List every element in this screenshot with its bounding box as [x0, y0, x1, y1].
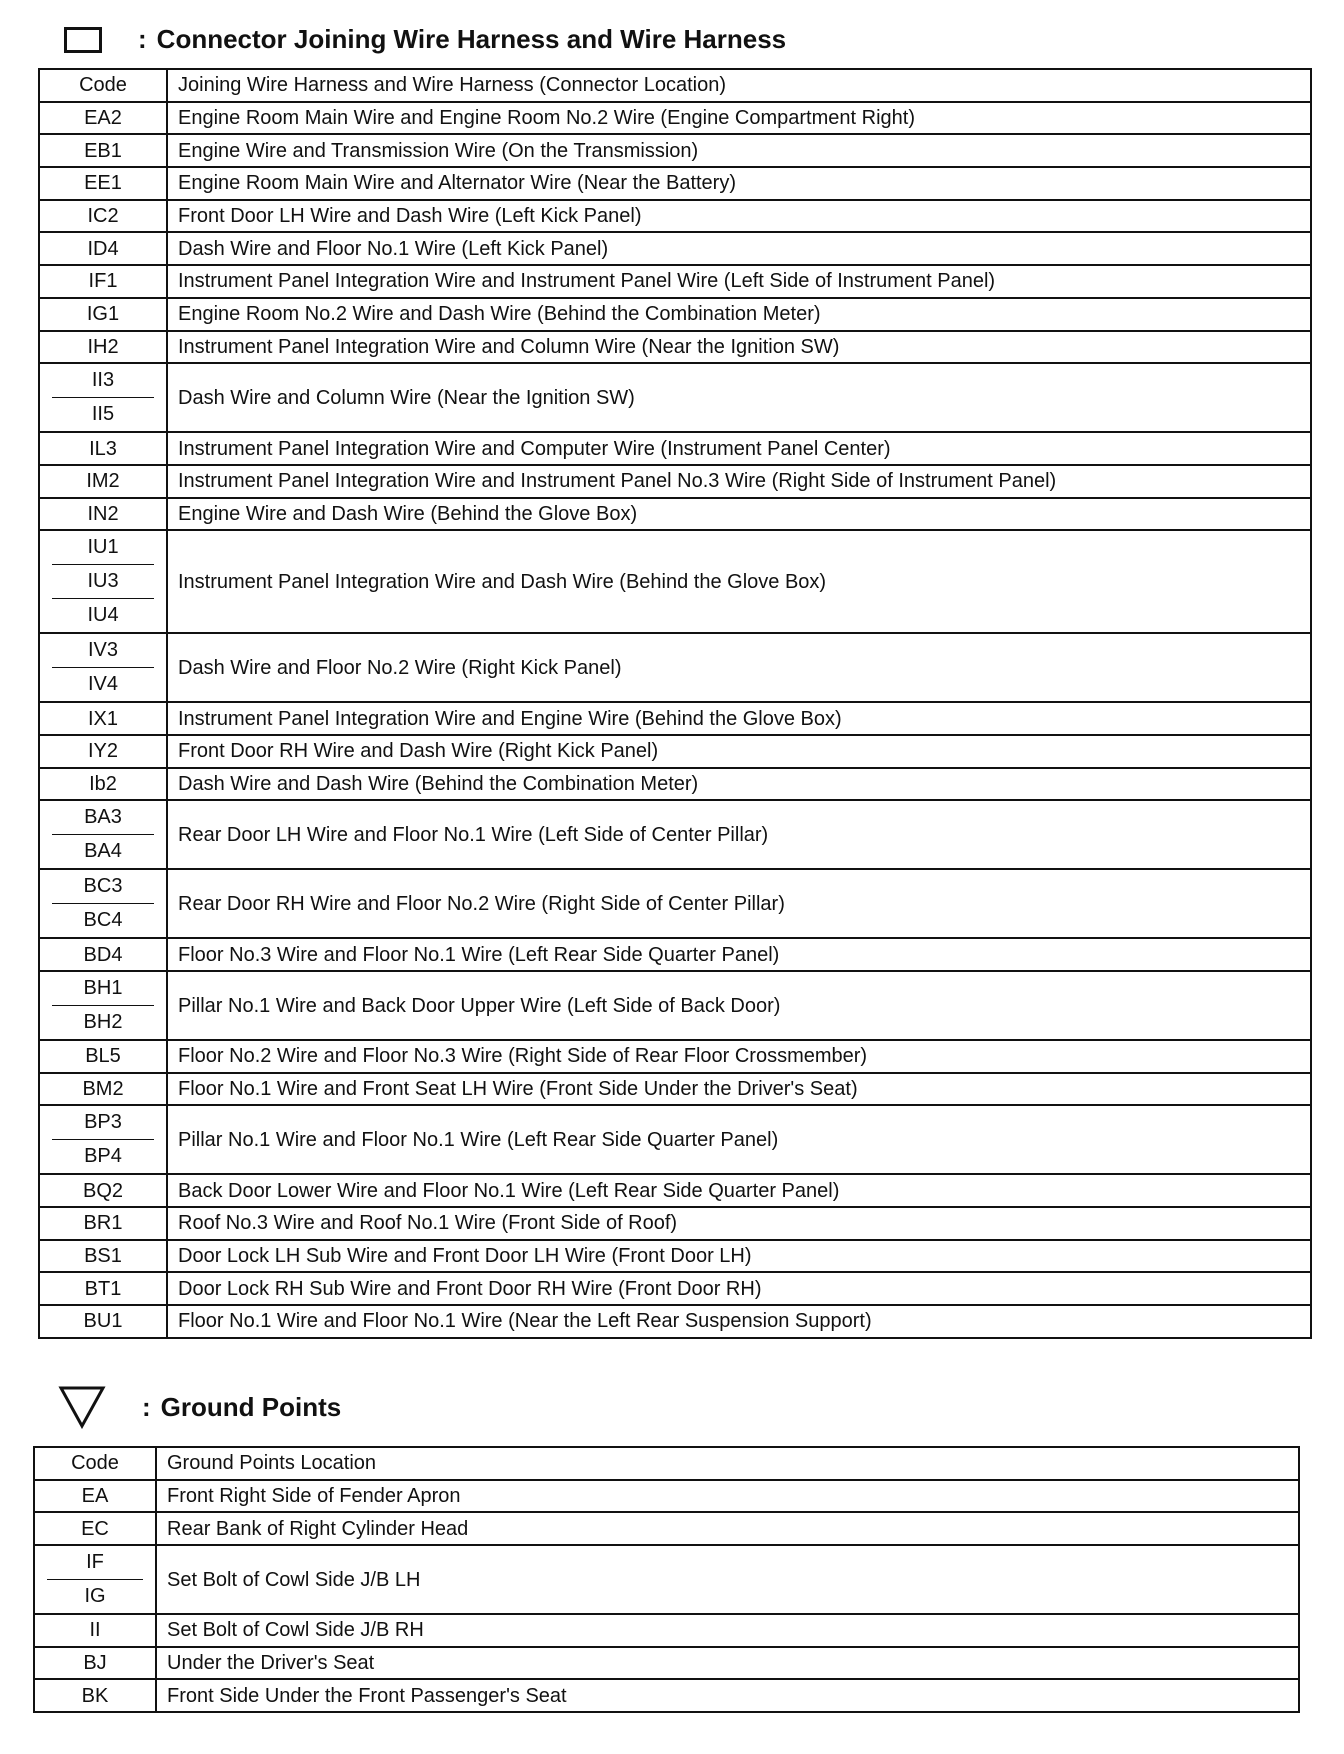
- table-row: [39, 971, 1311, 1040]
- code-cell: [39, 800, 167, 869]
- ground-points-table: [33, 1446, 1300, 1713]
- code-label: BC4: [52, 903, 154, 937]
- code-cell: [39, 971, 167, 1040]
- location-cell: Instrument Panel Integration Wire and Column Wire (Near the Ignition SW): [167, 331, 1311, 364]
- table-row: [39, 735, 1311, 768]
- table-row: [39, 1240, 1311, 1273]
- location-cell: Instrument Panel Integration Wire and Instrument Panel Wire (Left Side of Instrument Panel): [167, 265, 1311, 298]
- code-cell: [39, 1105, 167, 1174]
- table-row: [34, 1545, 1299, 1614]
- ground-heading-colon: :: [142, 1391, 151, 1422]
- location-cell: Front Door RH Wire and Dash Wire (Right Kick Panel): [167, 735, 1311, 768]
- code-column-header: Code: [39, 69, 167, 102]
- code-label: BP3: [84, 1111, 122, 1134]
- code-cell: IG1: [39, 298, 167, 331]
- code-cell: Ib2: [39, 768, 167, 801]
- table-row: [39, 363, 1311, 432]
- location-cell: Dash Wire and Dash Wire (Behind the Combination Meter): [167, 768, 1311, 801]
- location-cell: Back Door Lower Wire and Floor No.1 Wire (Left Rear Side Quarter Panel): [167, 1174, 1311, 1207]
- code-cell: [39, 363, 167, 432]
- code-stack: [52, 634, 154, 701]
- table-row: [39, 331, 1311, 364]
- location-cell: Door Lock RH Sub Wire and Front Door RH Wire (Front Door RH): [167, 1272, 1311, 1305]
- code-cell: BM2: [39, 1073, 167, 1106]
- code-stack: [47, 1546, 143, 1613]
- table-row: [39, 102, 1311, 135]
- location-cell: Front Side Under the Front Passenger's Seat: [156, 1679, 1299, 1712]
- location-cell: Front Right Side of Fender Apron: [156, 1480, 1299, 1513]
- table-header-row: [39, 69, 1311, 102]
- connector-table: [38, 68, 1312, 1339]
- table-row: [39, 1272, 1311, 1305]
- location-cell: Rear Bank of Right Cylinder Head: [156, 1512, 1299, 1545]
- code-label: II3: [91, 369, 115, 392]
- code-stack: [52, 1106, 154, 1173]
- code-stack: [52, 870, 154, 937]
- table-row: [39, 265, 1311, 298]
- code-label: BA3: [84, 806, 122, 829]
- code-label: IF: [86, 1551, 104, 1574]
- table-row: [39, 498, 1311, 531]
- code-cell: IN2: [39, 498, 167, 531]
- code-cell: BJ: [34, 1647, 156, 1680]
- code-cell: BK: [34, 1679, 156, 1712]
- table-row: [39, 938, 1311, 971]
- code-label: BH1: [83, 977, 123, 999]
- location-cell: Dash Wire and Floor No.1 Wire (Left Kick Panel): [167, 232, 1311, 265]
- table-row: [39, 232, 1311, 265]
- table-row: [39, 1207, 1311, 1240]
- table-row: [39, 869, 1311, 938]
- location-cell: Engine Room Main Wire and Alternator Wire (Near the Battery): [167, 167, 1311, 200]
- location-cell: Pillar No.1 Wire and Floor No.1 Wire (Left Rear Side Quarter Panel): [167, 1105, 1311, 1174]
- code-stack: [52, 972, 154, 1039]
- location-cell: Set Bolt of Cowl Side J/B LH: [156, 1545, 1299, 1614]
- code-label: IG: [47, 1579, 143, 1613]
- table-row: [39, 1174, 1311, 1207]
- code-cell: [39, 869, 167, 938]
- code-cell: EE1: [39, 167, 167, 200]
- code-label: IV4: [52, 667, 154, 701]
- location-cell: Rear Door LH Wire and Floor No.1 Wire (Left Side of Center Pillar): [167, 800, 1311, 869]
- location-cell: Engine Wire and Transmission Wire (On the Transmission): [167, 134, 1311, 167]
- location-cell: Floor No.2 Wire and Floor No.3 Wire (Right Side of Rear Floor Crossmember): [167, 1040, 1311, 1073]
- code-label: IU1: [87, 536, 119, 559]
- table-row: [39, 200, 1311, 233]
- table-row: [39, 1105, 1311, 1174]
- table-row: [34, 1512, 1299, 1545]
- table-row: [39, 1040, 1311, 1073]
- table-row: [34, 1647, 1299, 1680]
- table-row: [39, 134, 1311, 167]
- table-row: [39, 768, 1311, 801]
- ground-section-heading: [58, 1385, 341, 1429]
- table-row: [39, 702, 1311, 735]
- code-cell: [34, 1545, 156, 1614]
- location-cell: Under the Driver's Seat: [156, 1647, 1299, 1680]
- code-label: BP4: [52, 1139, 154, 1173]
- location-cell: Floor No.1 Wire and Floor No.1 Wire (Near the Left Rear Suspension Support): [167, 1305, 1311, 1338]
- location-cell: Instrument Panel Integration Wire and Instrument Panel No.3 Wire (Right Side of Instrument Panel): [167, 465, 1311, 498]
- location-cell: Pillar No.1 Wire and Back Door Upper Wire (Left Side of Back Door): [167, 971, 1311, 1040]
- code-cell: BD4: [39, 938, 167, 971]
- code-cell: BQ2: [39, 1174, 167, 1207]
- location-cell: Instrument Panel Integration Wire and Engine Wire (Behind the Glove Box): [167, 702, 1311, 735]
- code-cell: [39, 633, 167, 702]
- code-cell: IY2: [39, 735, 167, 768]
- location-column-header: Ground Points Location: [156, 1447, 1299, 1480]
- code-cell: [39, 530, 167, 633]
- table-row: [34, 1679, 1299, 1712]
- code-cell: EA2: [39, 102, 167, 135]
- location-cell: Dash Wire and Floor No.2 Wire (Right Kick Panel): [167, 633, 1311, 702]
- location-cell: Door Lock LH Sub Wire and Front Door LH Wire (Front Door LH): [167, 1240, 1311, 1273]
- connector-heading-colon: :: [138, 24, 147, 54]
- location-cell: Dash Wire and Column Wire (Near the Ignition SW): [167, 363, 1311, 432]
- code-cell: EB1: [39, 134, 167, 167]
- code-cell: BS1: [39, 1240, 167, 1273]
- table-row: [39, 432, 1311, 465]
- code-cell: IM2: [39, 465, 167, 498]
- code-cell: II: [34, 1614, 156, 1647]
- table-row: [34, 1614, 1299, 1647]
- code-cell: BL5: [39, 1040, 167, 1073]
- code-cell: IH2: [39, 331, 167, 364]
- location-cell: Engine Room No.2 Wire and Dash Wire (Behind the Combination Meter): [167, 298, 1311, 331]
- location-cell: Engine Wire and Dash Wire (Behind the Glove Box): [167, 498, 1311, 531]
- code-cell: IC2: [39, 200, 167, 233]
- code-label: II5: [52, 397, 154, 431]
- ground-triangle-icon: [58, 1385, 106, 1429]
- location-cell: Instrument Panel Integration Wire and Computer Wire (Instrument Panel Center): [167, 432, 1311, 465]
- code-label: IU3: [52, 564, 154, 598]
- connector-section-title: Connector Joining Wire Harness and Wire Harness: [156, 24, 787, 54]
- table-row: [39, 530, 1311, 633]
- table-row: [39, 633, 1311, 702]
- code-stack: [52, 364, 154, 431]
- table-row: [34, 1480, 1299, 1513]
- ground-section-title: Ground Points: [160, 1391, 342, 1422]
- code-cell: IF1: [39, 265, 167, 298]
- location-cell: Roof No.3 Wire and Roof No.1 Wire (Front Side of Roof): [167, 1207, 1311, 1240]
- location-cell: Front Door LH Wire and Dash Wire (Left Kick Panel): [167, 200, 1311, 233]
- table-row: [39, 800, 1311, 869]
- table-row: [39, 167, 1311, 200]
- location-cell: Set Bolt of Cowl Side J/B RH: [156, 1614, 1299, 1647]
- code-cell: BT1: [39, 1272, 167, 1305]
- code-stack: [52, 801, 154, 868]
- connector-box-icon: [64, 27, 102, 53]
- location-cell: Rear Door RH Wire and Floor No.2 Wire (Right Side of Center Pillar): [167, 869, 1311, 938]
- table-row: [39, 298, 1311, 331]
- table-header-row: [34, 1447, 1299, 1480]
- location-cell: Floor No.1 Wire and Front Seat LH Wire (Front Side Under the Driver's Seat): [167, 1073, 1311, 1106]
- code-cell: IX1: [39, 702, 167, 735]
- code-label: BA4: [52, 834, 154, 868]
- location-cell: Floor No.3 Wire and Floor No.1 Wire (Left Rear Side Quarter Panel): [167, 938, 1311, 971]
- code-cell: EA: [34, 1480, 156, 1513]
- location-column-header: Joining Wire Harness and Wire Harness (Connector Location): [167, 69, 1311, 102]
- code-cell: EC: [34, 1512, 156, 1545]
- code-cell: BU1: [39, 1305, 167, 1338]
- connector-section-heading: [64, 24, 786, 55]
- code-label: BC3: [83, 875, 123, 898]
- code-column-header: Code: [34, 1447, 156, 1480]
- code-stack: [52, 531, 154, 632]
- table-row: [39, 1073, 1311, 1106]
- location-cell: Engine Room Main Wire and Engine Room No.2 Wire (Engine Compartment Right): [167, 102, 1311, 135]
- table-row: [39, 465, 1311, 498]
- code-cell: ID4: [39, 232, 167, 265]
- code-cell: BR1: [39, 1207, 167, 1240]
- code-cell: IL3: [39, 432, 167, 465]
- table-row: [39, 1305, 1311, 1338]
- location-cell: Instrument Panel Integration Wire and Dash Wire (Behind the Glove Box): [167, 530, 1311, 633]
- code-label: IV3: [87, 639, 119, 662]
- code-label: BH2: [52, 1005, 154, 1039]
- code-label: IU4: [52, 598, 154, 632]
